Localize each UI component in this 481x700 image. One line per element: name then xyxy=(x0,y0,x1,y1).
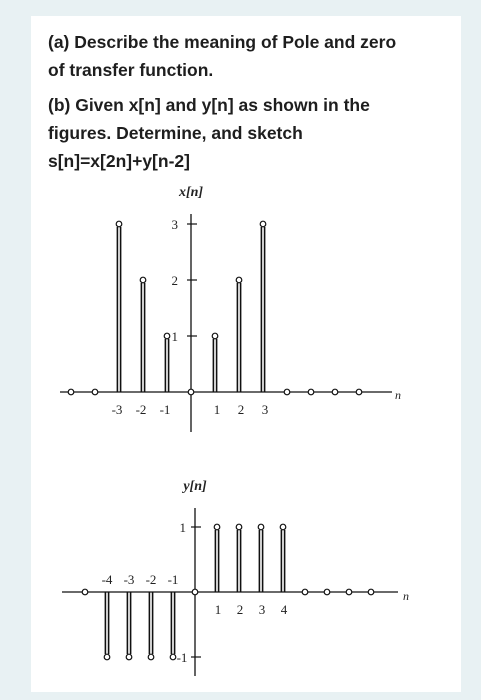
y-plot-x-tick-label-negative: -4 xyxy=(101,572,113,587)
x-plot-sample-marker xyxy=(140,277,146,283)
question-b-line-3: s[n]=x[2n]+y[n-2] xyxy=(48,151,190,171)
x-plot-x-tick-label: 2 xyxy=(237,402,245,417)
question-b-line-1: (b) Given x[n] and y[n] as shown in the xyxy=(48,95,370,115)
x-plot-sample-marker xyxy=(332,389,338,395)
x-plot-sample-marker xyxy=(308,389,314,395)
y-plot-title: y[n] xyxy=(183,479,207,494)
x-plot-x-tick-label: 1 xyxy=(213,402,221,417)
x-plot-x-tick-label: -1 xyxy=(159,402,171,417)
x-plot-sample-marker xyxy=(116,221,122,227)
y-plot-sample-marker xyxy=(82,589,88,595)
x-plot-panel xyxy=(60,180,399,434)
x-plot-x-tick-label: 3 xyxy=(261,402,269,417)
y-plot-sample-marker xyxy=(280,524,286,530)
y-plot-sample-marker xyxy=(368,589,374,595)
y-plot-x-tick-label-negative: -1 xyxy=(167,572,179,587)
y-plot-x-tick-label-positive: 2 xyxy=(236,602,244,617)
y-plot-x-tick-label-positive: 3 xyxy=(258,602,266,617)
x-plot-sample-marker xyxy=(236,277,242,283)
x-plot-sample-marker xyxy=(212,333,218,339)
question-a-line-2: of transfer function. xyxy=(48,60,214,80)
x-plot-sample-marker xyxy=(260,221,266,227)
y-plot-sample-marker xyxy=(324,589,330,595)
x-plot-sample-marker xyxy=(164,333,170,339)
question-b-line-2: figures. Determine, and sketch xyxy=(48,123,303,143)
y-plot-n-label: n xyxy=(403,589,409,603)
x-plot-x-tick-label: -2 xyxy=(135,402,147,417)
y-plot-sample-marker xyxy=(170,654,176,660)
x-plot-sample-marker xyxy=(356,389,362,395)
x-plot-x-tick-label: -3 xyxy=(111,402,123,417)
y-plot-sample-marker xyxy=(148,654,154,660)
x-plot-sample-marker xyxy=(284,389,290,395)
y-plot-sample-marker xyxy=(346,589,352,595)
y-plot-x-tick-label-positive: 1 xyxy=(214,602,222,617)
x-plot-title: x[n] xyxy=(178,185,204,200)
y-plot-x-tick-label-negative: -3 xyxy=(123,572,135,587)
x-plot-sample-marker xyxy=(188,389,194,395)
x-plot-sample-marker xyxy=(92,389,98,395)
y-plot-x-tick-label-negative: -2 xyxy=(145,572,157,587)
question-a-line-1: (a) Describe the meaning of Pole and zero xyxy=(48,32,397,52)
y-plot-sample-marker xyxy=(214,524,220,530)
y-plot-x-tick-label-positive: 4 xyxy=(280,602,288,617)
y-plot-y-tick-label-minus-1: -1 xyxy=(176,650,188,665)
y-plot-sample-marker xyxy=(236,524,242,530)
x-plot-n-label: n xyxy=(395,388,401,402)
x-plot-y-tick-label-1: 1 xyxy=(171,329,178,344)
y-plot-sample-marker xyxy=(192,589,198,595)
y-plot-sample-marker xyxy=(104,654,110,660)
x-plot-y-tick-label-2: 2 xyxy=(171,273,178,288)
x-plot-y-tick-label-3: 3 xyxy=(171,217,178,232)
y-plot-sample-marker xyxy=(126,654,132,660)
y-plot-panel xyxy=(60,466,440,692)
y-plot-sample-marker xyxy=(302,589,308,595)
y-plot-y-tick-label-1: 1 xyxy=(179,520,186,535)
x-plot-sample-marker xyxy=(68,389,74,395)
y-plot-sample-marker xyxy=(258,524,264,530)
